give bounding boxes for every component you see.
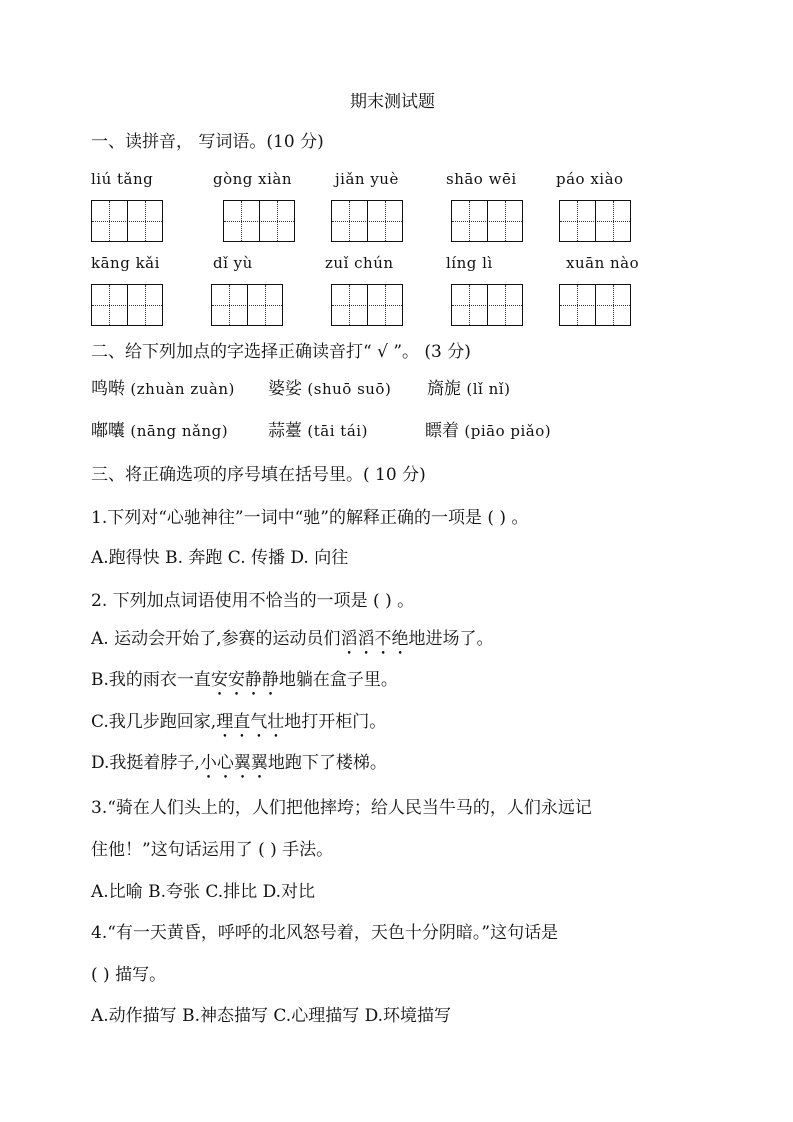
question-2-option-c[interactable]	[91, 707, 386, 742]
pinyin-label: líng lì	[446, 254, 493, 272]
pinyin-label: xuān nào	[566, 254, 640, 272]
writing-grid-box[interactable]	[91, 284, 163, 326]
section2-heading: 二、给下列加点的字选择正确读音打“ √ ”。 (3 分)	[91, 342, 471, 362]
question-4-line2: ( ) 描写。	[91, 965, 167, 985]
option-text: 地打开柜门。	[284, 712, 387, 732]
question-2-option-a[interactable]	[91, 624, 494, 659]
word: 旖旎	[427, 379, 461, 399]
writing-grid-box[interactable]	[331, 200, 403, 242]
question-4-line1: 4.“有一天黄昏，呼呼的北风怒号着，天色十分阴暗。”这句话是	[91, 923, 559, 943]
writing-grid-box[interactable]	[331, 284, 403, 326]
question-2-option-d[interactable]	[91, 748, 387, 783]
word: 鸣啭	[91, 379, 125, 399]
option-text: 地进场了。	[408, 629, 494, 649]
question-1-options[interactable]: A.跑得快 B. 奔跑 C. 传播 D. 向往	[91, 548, 349, 568]
writing-grid-box[interactable]	[91, 200, 163, 242]
word: 嘟囔	[91, 421, 125, 441]
writing-grid-box[interactable]	[211, 284, 283, 326]
pinyin-label: liú tǎng	[91, 170, 154, 188]
dotted-phrase: 理直气壮	[216, 712, 285, 732]
writing-grid-box[interactable]	[559, 284, 631, 326]
pinyin-label: kāng kǎi	[91, 254, 160, 272]
pinyin-options[interactable]: (zhuàn zuàn)	[130, 380, 235, 398]
dotted-phrase: 小心翼翼	[199, 753, 268, 773]
writing-grid-box[interactable]	[223, 200, 295, 242]
option-text: 地跑下了楼梯。	[267, 753, 387, 773]
question-1-stem: 1.下列对“心驰神往”一词中“驰”的解释正确的一项是 ( ) 。	[91, 508, 529, 528]
writing-grid-box[interactable]	[451, 284, 523, 326]
word: 瞟着	[425, 421, 459, 441]
section1-heading: 一、读拼音， 写词语。(10 分)	[91, 132, 324, 152]
pinyin-label: zuǐ chún	[325, 254, 394, 272]
pinyin-label: páo xiào	[556, 170, 624, 188]
pronunciation-item	[427, 374, 510, 399]
question-4-options[interactable]: A.动作描写 B.神态描写 C.心理描写 D.环境描写	[91, 1006, 452, 1026]
option-text: D.我挺着脖子,	[91, 753, 200, 773]
page-title: 期末测试题	[350, 92, 435, 112]
pinyin-options[interactable]: (tāi tái)	[307, 422, 368, 440]
question-2-stem: 2. 下列加点词语使用不恰当的一项是 ( ) 。	[91, 591, 415, 611]
question-3-line1: 3.“骑在人们头上的，人们把他摔垮；给人民当牛马的，人们永远记	[91, 798, 592, 818]
question-3-options[interactable]: A.比喻 B.夸张 C.排比 D.对比	[91, 882, 316, 902]
pronunciation-item	[268, 374, 391, 399]
pinyin-label: dǐ yù	[213, 254, 253, 272]
writing-grid-box[interactable]	[451, 200, 523, 242]
pinyin-options[interactable]: (piāo piǎo)	[464, 422, 552, 440]
option-text: 地躺在盒子里。	[278, 670, 398, 690]
word: 蒜薹	[268, 421, 302, 441]
pronunciation-item	[91, 416, 228, 441]
option-text: A. 运动会开始了,参赛的运动员们	[91, 629, 341, 649]
pronunciation-item	[91, 374, 235, 399]
pinyin-options[interactable]: (shuō suō)	[307, 380, 392, 398]
dotted-phrase: 安安静静	[210, 670, 279, 690]
section3-heading: 三、将正确选项的序号填在括号里。( 10 分)	[91, 465, 426, 485]
option-text: B.我的雨衣一直	[91, 670, 211, 690]
pinyin-label: gòng xiàn	[213, 170, 293, 188]
question-2-option-b[interactable]	[91, 665, 398, 700]
pinyin-label: jiǎn yuè	[335, 170, 399, 188]
pronunciation-item	[268, 416, 368, 441]
writing-grid-box[interactable]	[559, 200, 631, 242]
pronunciation-item	[425, 416, 551, 441]
dotted-phrase: 滔滔不绝	[340, 629, 409, 649]
option-text: C.我几步跑回家,	[91, 712, 217, 732]
pinyin-options[interactable]: (lǐ nǐ)	[466, 380, 511, 398]
question-3-line2: 住他！”这句话运用了 ( ) 手法。	[91, 840, 334, 860]
word: 婆娑	[268, 379, 302, 399]
pinyin-label: shāo wēi	[446, 170, 517, 188]
pinyin-options[interactable]: (nāng nǎng)	[130, 422, 229, 440]
